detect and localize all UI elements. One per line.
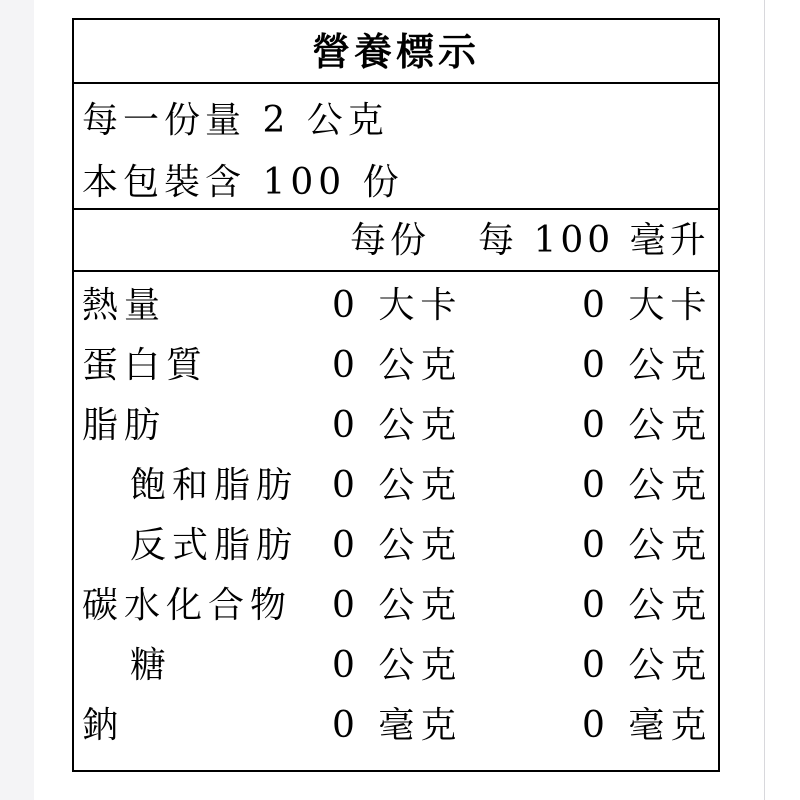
servings-per-package: 本包裝含 100 份 (82, 162, 404, 203)
nutrient-row (74, 636, 718, 696)
nutrient-name: 鈉 (82, 705, 125, 746)
nutrient-row (74, 696, 718, 756)
nutrient-name: 蛋白質 (82, 345, 209, 386)
nutrient-name: 糖 (130, 645, 173, 686)
nutrient-name: 反式脂肪 (130, 525, 299, 566)
nutrient-row (74, 276, 718, 336)
nutrient-per-serving-value: 0 公克 (332, 645, 463, 686)
nutrient-per-100-value: 0 大卡 (582, 285, 713, 326)
column-header-row (74, 210, 718, 272)
serving-info (74, 84, 718, 210)
nutrient-per-serving-value: 0 毫克 (332, 705, 463, 746)
nutrient-row (74, 516, 718, 576)
nutrient-per-serving-value: 0 公克 (332, 345, 463, 386)
nutrient-name: 碳水化合物 (82, 585, 293, 626)
nutrient-per-100-value: 0 毫克 (582, 705, 713, 746)
column-header-per-100: 每 100 毫升 (478, 220, 710, 261)
right-margin-line (764, 0, 765, 800)
nutrient-per-serving-value: 0 公克 (332, 465, 463, 506)
nutrient-row (74, 336, 718, 396)
nutrient-per-100-value: 0 公克 (582, 405, 713, 446)
nutrition-label (72, 18, 720, 772)
nutrient-row (74, 576, 718, 636)
nutrient-per-serving-value: 0 大卡 (332, 285, 463, 326)
nutrient-per-serving-value: 0 公克 (332, 405, 463, 446)
nutrient-per-100-value: 0 公克 (582, 645, 713, 686)
nutrient-per-100-value: 0 公克 (582, 345, 713, 386)
nutrient-per-serving-value: 0 公克 (332, 585, 463, 626)
serving-size: 每一份量 2 公克 (82, 100, 389, 141)
left-margin-strip (0, 0, 34, 800)
nutrient-name: 脂肪 (82, 405, 167, 446)
nutrient-row (74, 396, 718, 456)
label-title: 營養標示 (74, 20, 718, 84)
nutrient-per-100-value: 0 公克 (582, 525, 713, 566)
nutrient-name: 熱量 (82, 285, 167, 326)
column-header-per-serving: 每份 (350, 220, 431, 261)
nutrient-per-100-value: 0 公克 (582, 585, 713, 626)
nutrient-name: 飽和脂肪 (130, 465, 299, 506)
nutrient-row (74, 456, 718, 516)
nutrient-per-serving-value: 0 公克 (332, 525, 463, 566)
nutrient-per-100-value: 0 公克 (582, 465, 713, 506)
